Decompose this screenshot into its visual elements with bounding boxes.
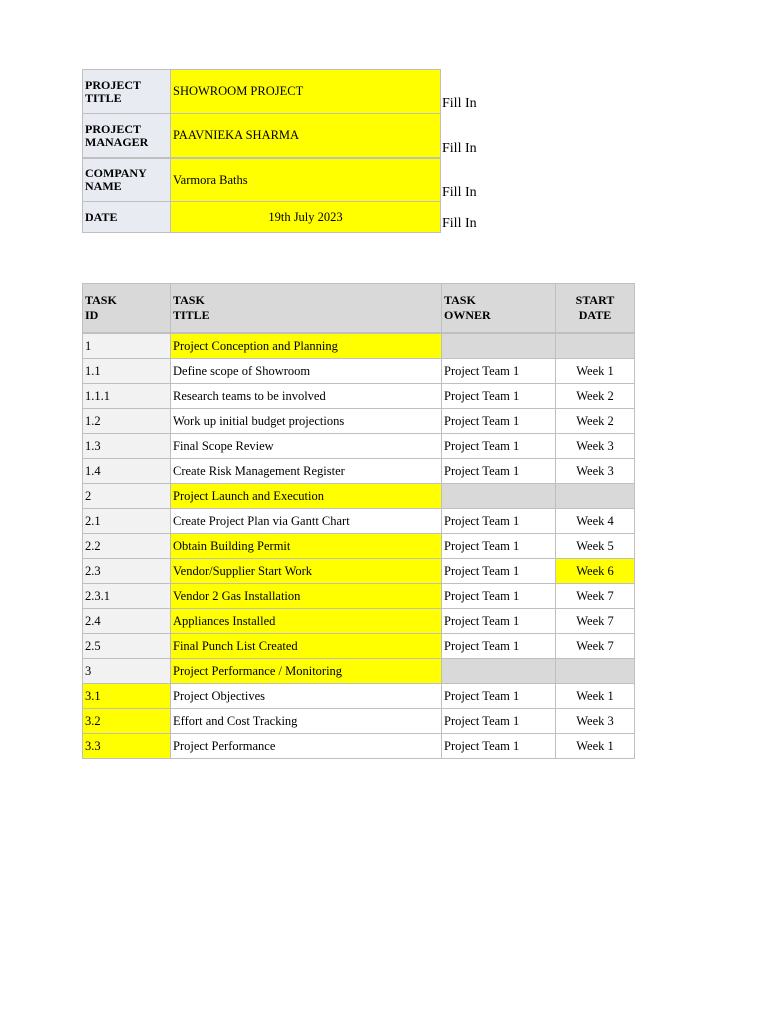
fill-in-note-title: Fill In	[442, 96, 477, 111]
cell-task-id[interactable]: 2.3.1	[83, 584, 171, 609]
table-row	[83, 634, 635, 659]
cell-task-id[interactable]: 3.3	[83, 734, 171, 759]
cell-task-id[interactable]: 3	[83, 659, 171, 684]
cell-task-title[interactable]: Appliances Installed	[171, 609, 442, 634]
label-date: DATE	[83, 202, 171, 233]
cell-task-owner[interactable]: Project Team 1	[442, 584, 556, 609]
cell-task-id[interactable]: 2.5	[83, 634, 171, 659]
cell-task-owner[interactable]: Project Team 1	[442, 359, 556, 384]
fill-in-note-date: Fill In	[442, 216, 477, 231]
cell-start-date[interactable]	[556, 484, 635, 509]
cell-task-title[interactable]: Project Objectives	[171, 684, 442, 709]
table-row	[83, 709, 635, 734]
table-row	[83, 484, 635, 509]
cell-task-id[interactable]: 1.3	[83, 434, 171, 459]
task-table-header	[83, 284, 635, 334]
cell-task-title[interactable]: Work up initial budget projections	[171, 409, 442, 434]
cell-task-title[interactable]: Obtain Building Permit	[171, 534, 442, 559]
cell-task-owner[interactable]: Project Team 1	[442, 384, 556, 409]
cell-start-date[interactable]: Week 1	[556, 734, 635, 759]
cell-task-title[interactable]: Define scope of Showroom	[171, 359, 442, 384]
cell-task-title[interactable]: Final Punch List Created	[171, 634, 442, 659]
cell-task-id[interactable]: 3.1	[83, 684, 171, 709]
cell-task-owner[interactable]: Project Team 1	[442, 634, 556, 659]
cell-task-title[interactable]: Vendor 2 Gas Installation	[171, 584, 442, 609]
info-row-company	[83, 158, 441, 202]
cell-task-owner[interactable]: Project Team 1	[442, 459, 556, 484]
cell-task-title[interactable]: Vendor/Supplier Start Work	[171, 559, 442, 584]
cell-task-owner[interactable]	[442, 484, 556, 509]
info-row-date	[83, 202, 441, 233]
cell-start-date[interactable]: Week 3	[556, 459, 635, 484]
cell-task-id[interactable]: 2	[83, 484, 171, 509]
table-row	[83, 559, 635, 584]
header-task-id: TASK ID	[83, 284, 171, 334]
cell-task-owner[interactable]: Project Team 1	[442, 434, 556, 459]
cell-start-date[interactable]: Week 7	[556, 609, 635, 634]
cell-start-date[interactable]: Week 7	[556, 634, 635, 659]
cell-start-date[interactable]: Week 3	[556, 709, 635, 734]
cell-start-date[interactable]: Week 4	[556, 509, 635, 534]
cell-task-owner[interactable]	[442, 333, 556, 359]
cell-start-date[interactable]: Week 1	[556, 359, 635, 384]
cell-task-title[interactable]: Final Scope Review	[171, 434, 442, 459]
cell-task-title[interactable]: Project Launch and Execution	[171, 484, 442, 509]
value-company-name[interactable]: Varmora Baths	[171, 158, 441, 202]
table-row	[83, 609, 635, 634]
table-row	[83, 359, 635, 384]
cell-task-id[interactable]: 1.4	[83, 459, 171, 484]
cell-task-title[interactable]: Effort and Cost Tracking	[171, 709, 442, 734]
cell-task-title[interactable]: Create Risk Management Register	[171, 459, 442, 484]
table-row	[83, 434, 635, 459]
label-company-name: COMPANY NAME	[83, 158, 171, 202]
cell-task-owner[interactable]: Project Team 1	[442, 734, 556, 759]
cell-task-id[interactable]: 1.1	[83, 359, 171, 384]
cell-task-owner[interactable]: Project Team 1	[442, 559, 556, 584]
cell-task-title[interactable]: Create Project Plan via Gantt Chart	[171, 509, 442, 534]
value-project-title[interactable]: SHOWROOM PROJECT	[171, 70, 441, 114]
table-row	[83, 333, 635, 359]
task-table	[82, 283, 635, 759]
cell-start-date[interactable]	[556, 333, 635, 359]
table-row	[83, 584, 635, 609]
cell-start-date[interactable]: Week 2	[556, 409, 635, 434]
cell-task-id[interactable]: 2.3	[83, 559, 171, 584]
cell-start-date[interactable]: Week 1	[556, 684, 635, 709]
cell-task-id[interactable]: 2.2	[83, 534, 171, 559]
cell-task-owner[interactable]: Project Team 1	[442, 409, 556, 434]
table-row	[83, 734, 635, 759]
cell-task-id[interactable]: 1	[83, 333, 171, 359]
header-task-title: TASK TITLE	[171, 284, 442, 334]
cell-task-title[interactable]: Project Performance / Monitoring	[171, 659, 442, 684]
cell-start-date[interactable]: Week 6	[556, 559, 635, 584]
label-project-title: PROJECT TITLE	[83, 70, 171, 114]
fill-in-note-company: Fill In	[442, 185, 477, 200]
info-row-title	[83, 70, 441, 114]
header-start-date: START DATE	[556, 284, 635, 334]
cell-task-id[interactable]: 3.2	[83, 709, 171, 734]
cell-task-owner[interactable]: Project Team 1	[442, 684, 556, 709]
cell-task-owner[interactable]	[442, 659, 556, 684]
cell-start-date[interactable]: Week 2	[556, 384, 635, 409]
project-info-table	[82, 69, 441, 233]
value-date[interactable]: 19th July 2023	[171, 202, 441, 233]
table-row	[83, 459, 635, 484]
cell-task-owner[interactable]: Project Team 1	[442, 709, 556, 734]
label-project-manager: PROJECT MANAGER	[83, 114, 171, 159]
cell-task-owner[interactable]: Project Team 1	[442, 509, 556, 534]
value-project-manager[interactable]: PAAVNIEKA SHARMA	[171, 114, 441, 159]
cell-task-owner[interactable]: Project Team 1	[442, 609, 556, 634]
cell-task-id[interactable]: 1.1.1	[83, 384, 171, 409]
fill-in-note-manager: Fill In	[442, 141, 477, 156]
info-row-manager	[83, 114, 441, 159]
cell-task-title[interactable]: Project Conception and Planning	[171, 333, 442, 359]
cell-start-date[interactable]: Week 7	[556, 584, 635, 609]
table-row	[83, 659, 635, 684]
cell-start-date[interactable]: Week 5	[556, 534, 635, 559]
header-task-owner: TASK OWNER	[442, 284, 556, 334]
cell-task-id[interactable]: 2.1	[83, 509, 171, 534]
cell-task-title[interactable]: Project Performance	[171, 734, 442, 759]
table-row	[83, 409, 635, 434]
table-row	[83, 509, 635, 534]
table-row	[83, 684, 635, 709]
table-row	[83, 384, 635, 409]
cell-task-title[interactable]: Research teams to be involved	[171, 384, 442, 409]
cell-task-id[interactable]: 2.4	[83, 609, 171, 634]
cell-task-id[interactable]: 1.2	[83, 409, 171, 434]
table-row	[83, 534, 635, 559]
cell-start-date[interactable]: Week 3	[556, 434, 635, 459]
cell-start-date[interactable]	[556, 659, 635, 684]
cell-task-owner[interactable]: Project Team 1	[442, 534, 556, 559]
